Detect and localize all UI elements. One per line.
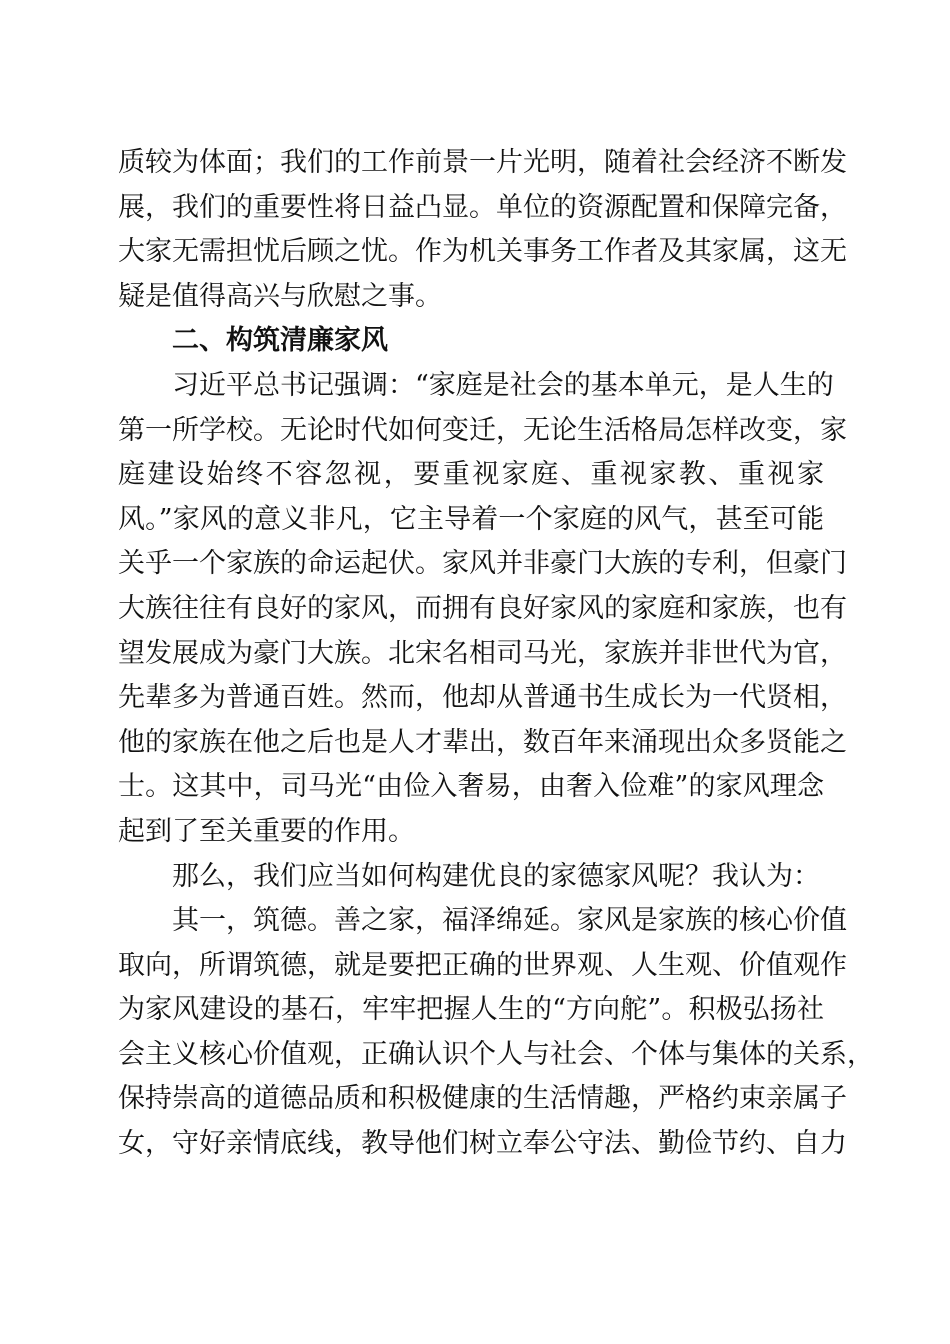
text-line: 关乎一个家族的命运起伏。家风并非豪门大族的专利，但豪门 — [118, 548, 847, 580]
document-body — [118, 141, 874, 1167]
text-line: 起到了至关重要的作用。 — [118, 815, 415, 847]
text-line: 疑是值得高兴与欣慰之事。 — [118, 280, 442, 312]
text-line: 第一所学校。无论时代如何变迁，无论生活格局怎样改变，家 — [118, 414, 847, 446]
text-line: 先辈多为普通百姓。然而，他却从普通书生成长为一代贤相， — [118, 682, 847, 714]
text-line: 他的家族在他之后也是人才辈出，数百年来涌现出众多贤能之 — [118, 726, 847, 758]
text-line: 那么，我们应当如何构建优良的家德家风呢？我认为： — [172, 860, 820, 892]
text-line: 庭建设始终不容忽视，要重视家庭、重视家教、重视家 — [118, 459, 824, 491]
text-line: 望发展成为豪门大族。北宋名相司马光，家族并非世代为官， — [118, 637, 847, 669]
text-line: 保持崇高的道德品质和积极健康的生活情趣，严格约束亲属子 — [118, 1083, 847, 1115]
text-line: 会主义核心价值观，正确认识个人与社会、个体与集体的关系， — [118, 1038, 874, 1070]
text-line: 展，我们的重要性将日益凸显。单位的资源配置和保障完备， — [118, 191, 847, 223]
text-line: 为家风建设的基石，牢牢把握人生的“方向舵”。积极弘扬社 — [118, 994, 824, 1026]
text-line: 取向，所谓筑德，就是要把正确的世界观、人生观、价值观作 — [118, 949, 847, 981]
text-line: 士。这其中，司马光“由俭入奢易，由奢入俭难”的家风理念 — [118, 771, 824, 803]
text-line: 习近平总书记强调：“家庭是社会的基本单元，是人生的 — [172, 369, 834, 401]
section-heading: 二、构筑清廉家风 — [172, 325, 388, 357]
text-line: 风。”家风的意义非凡，它主导着一个家庭的风气，甚至可能 — [118, 503, 824, 535]
text-line: 女，守好亲情底线，教导他们树立奉公守法、勤俭节约、自力 — [118, 1128, 847, 1160]
text-line: 质较为体面；我们的工作前景一片光明，随着社会经济不断发 — [118, 147, 847, 178]
text-line: 大族往往有良好的家风，而拥有良好家风的家庭和家族，也有 — [118, 592, 847, 624]
text-line: 大家无需担忧后顾之忧。作为机关事务工作者及其家属，这无 — [118, 236, 847, 268]
text-line: 其一，筑德。善之家，福泽绵延。家风是家族的核心价值 — [172, 905, 847, 937]
